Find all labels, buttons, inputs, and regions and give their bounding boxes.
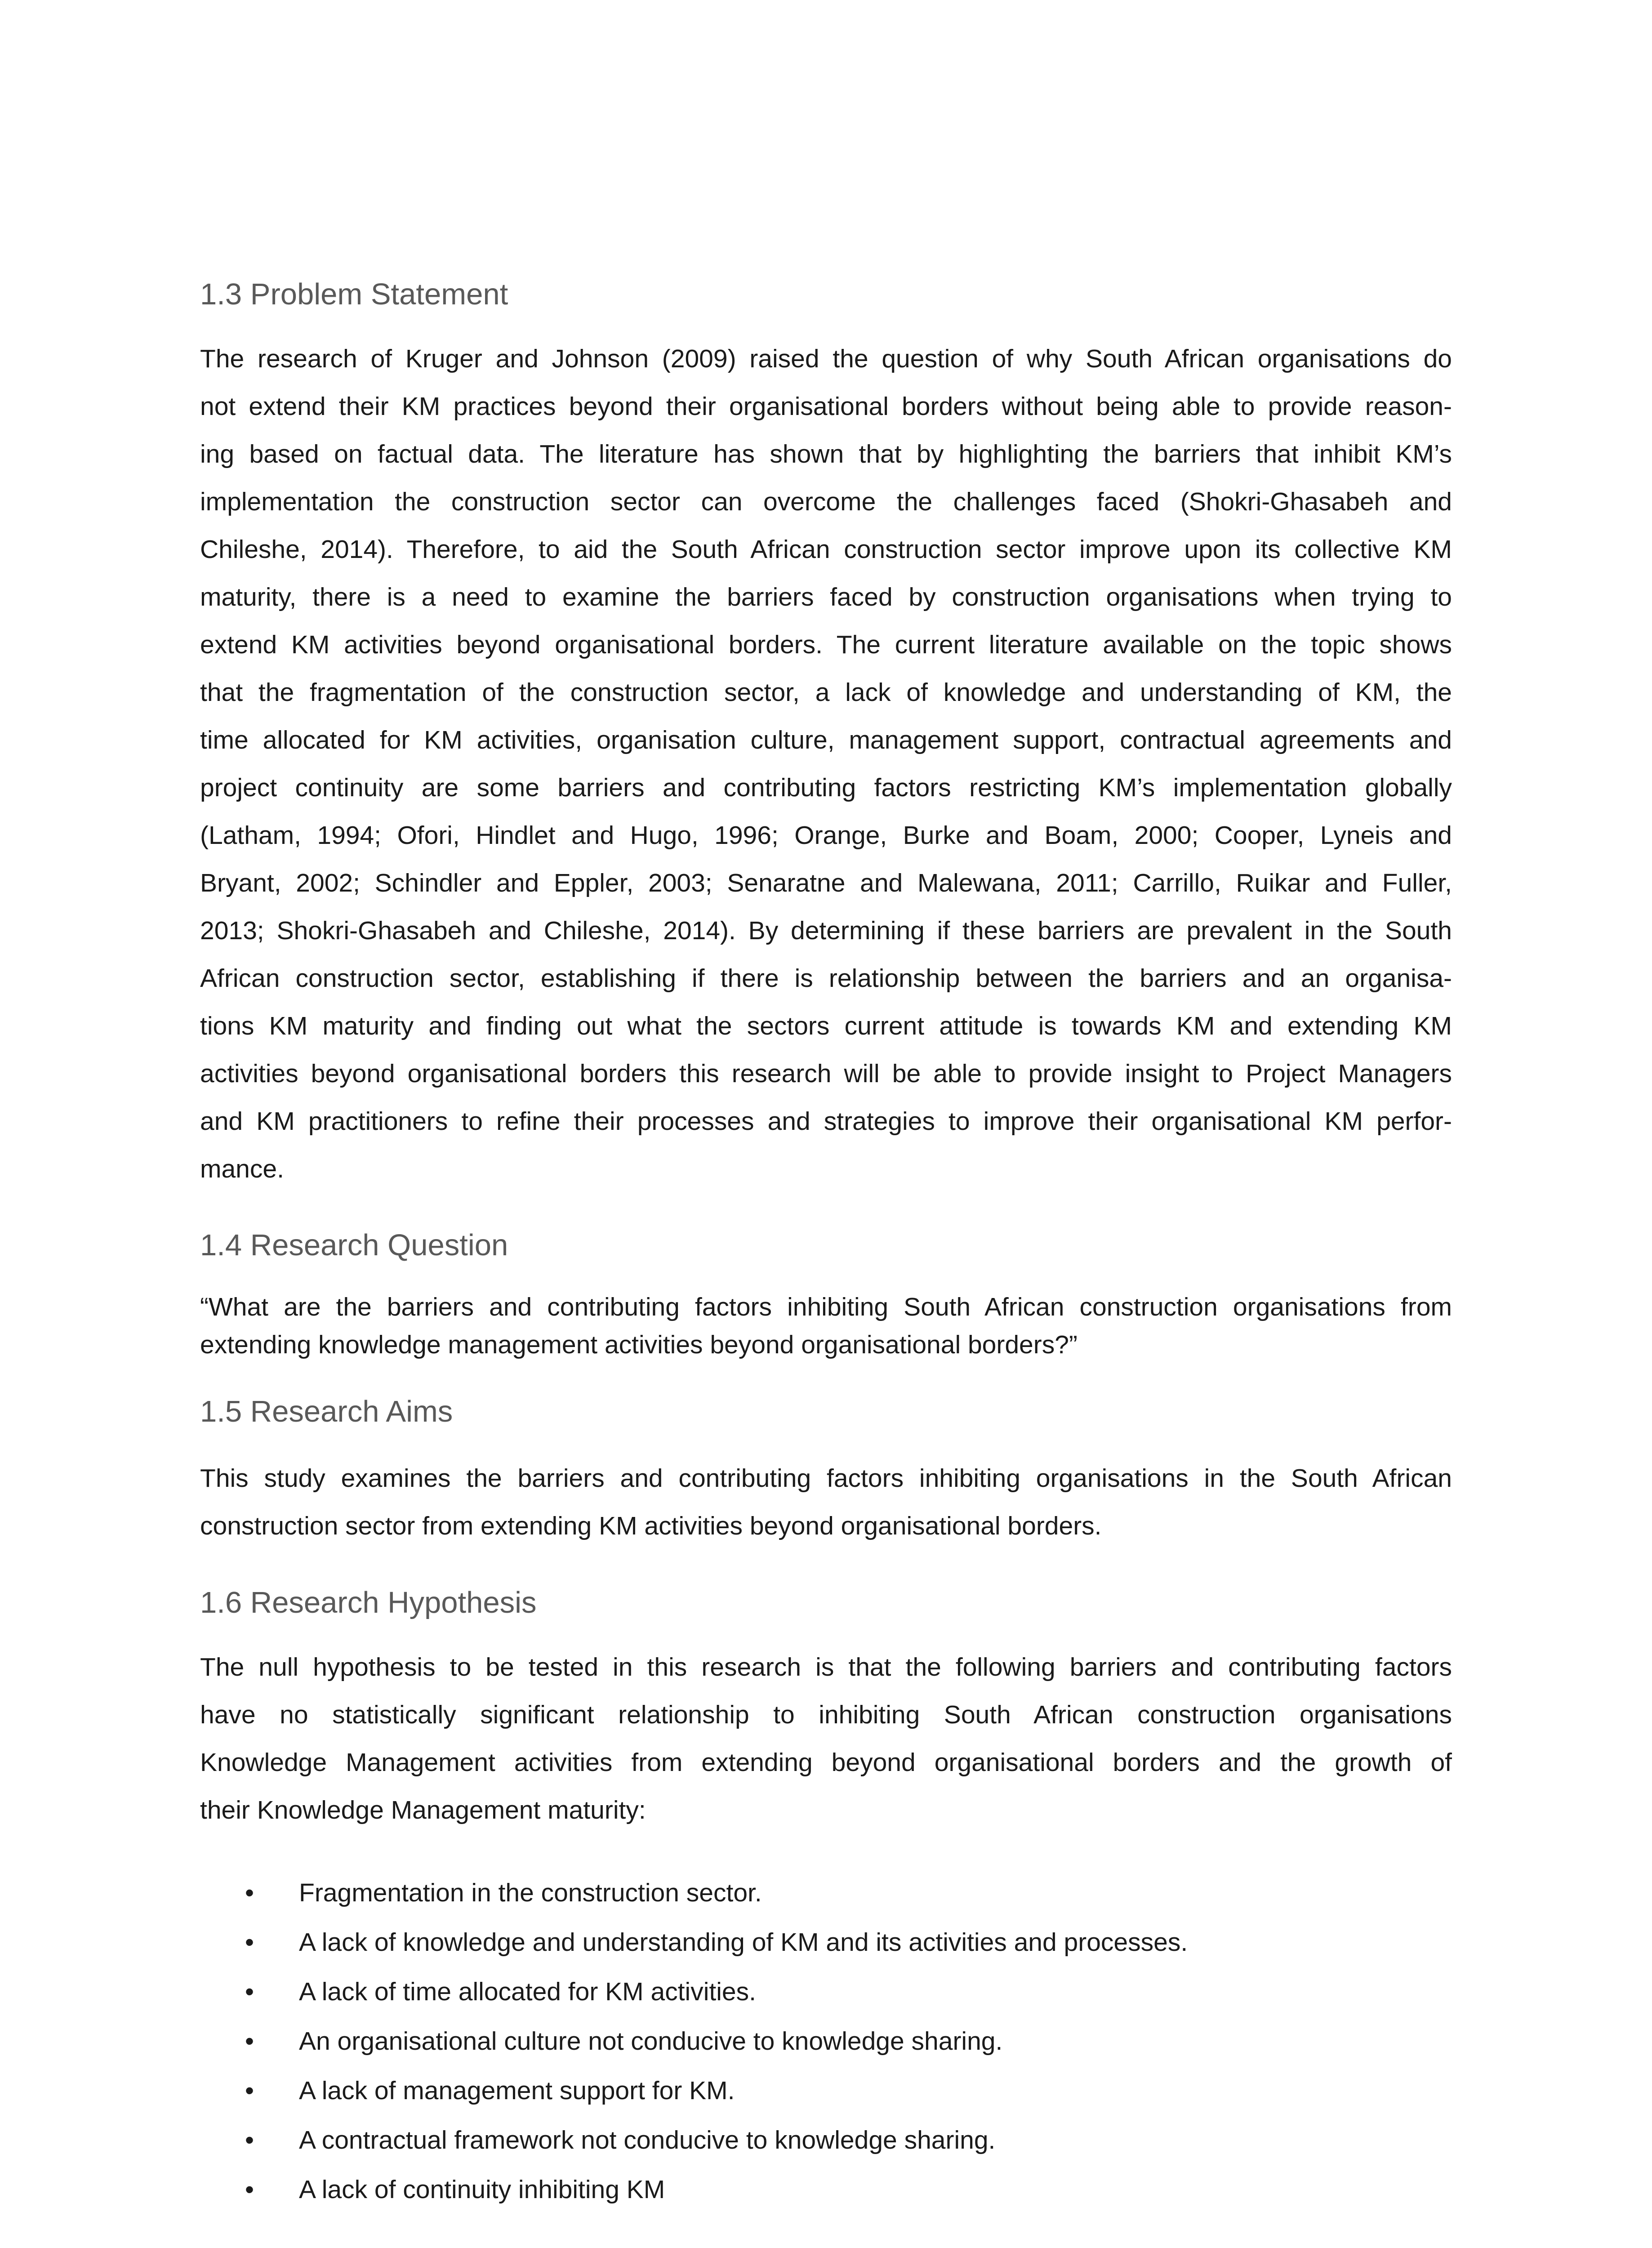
text-line: implementation the construction sector can overcome the challenges faced (Shokri-Ghasabeh and xyxy=(200,487,1452,516)
heading-problem-statement: 1.3 Problem Statement xyxy=(200,277,508,311)
text-line: African construction sector, establishing if there is relationship between the barriers and an organisa- xyxy=(200,964,1452,993)
text-line: that the fragmentation of the construction sector, a lack of knowledge and understanding of KM, the xyxy=(200,678,1452,707)
list-item xyxy=(200,1918,1452,1967)
paragraph-research-aims xyxy=(200,1454,1452,1550)
text-line: and KM practitioners to refine their processes and strategies to improve their organisational KM perfor- xyxy=(200,1107,1452,1136)
text-line: ing based on factual data. The literature has shown that by highlighting the barriers that inhibit KM’s xyxy=(200,440,1452,468)
text-line: (Latham, 1994; Ofori, Hindlet and Hugo, 1996; Orange, Burke and Boam, 2000; Cooper, Lyneis and xyxy=(200,821,1452,850)
section-research-aims xyxy=(200,1394,1452,1430)
paragraph-research-question xyxy=(200,1288,1452,1364)
bullet-icon: • xyxy=(245,2175,254,2204)
paragraph-research-hypothesis xyxy=(200,1643,1452,1834)
list-item xyxy=(200,2016,1452,2066)
list-item xyxy=(200,2165,1452,2214)
list-item-text: Fragmentation in the construction sector. xyxy=(299,1878,762,1907)
bullet-icon: • xyxy=(245,1928,254,1957)
list-item-text: An organisational culture not conducive to knowledge sharing. xyxy=(299,2027,1003,2056)
section-research-question xyxy=(200,1227,1452,1263)
text-line: have no statistically significant relationship to inhibiting South African construction organisations xyxy=(200,1700,1452,1729)
list-item xyxy=(200,2115,1452,2165)
research-hypothesis-text xyxy=(200,1643,1452,1834)
text-line: project continuity are some barriers and contributing factors restricting KM’s implementation globally xyxy=(200,773,1452,802)
text-line: The research of Kruger and Johnson (2009) raised the question of why South African organisations do xyxy=(200,344,1452,373)
list-item xyxy=(200,2066,1452,2115)
research-aims-text xyxy=(200,1454,1452,1550)
text-line: Chileshe, 2014). Therefore, to aid the South African construction sector improve upon its collective KM xyxy=(200,535,1452,564)
text-line: their Knowledge Management maturity: xyxy=(200,1796,646,1824)
heading-research-aims: 1.5 Research Aims xyxy=(200,1395,453,1428)
text-line: not extend their KM practices beyond their organisational borders without being able to provide reason- xyxy=(200,392,1452,421)
text-line: tions KM maturity and finding out what the sectors current attitude is towards KM and extending KM xyxy=(200,1012,1452,1040)
list-item-text: A lack of management support for KM. xyxy=(299,2076,735,2105)
text-line: maturity, there is a need to examine the barriers faced by construction organisations when trying to xyxy=(200,583,1452,611)
bullet-icon: • xyxy=(245,2027,254,2056)
bullet-icon: • xyxy=(245,1977,254,2006)
text-line: mance. xyxy=(200,1155,284,1183)
text-line: The null hypothesis to be tested in this research is that the following barriers and contributing factors xyxy=(200,1653,1452,1682)
text-line: activities beyond organisational borders this research will be able to provide insight to Project Managers xyxy=(200,1059,1452,1088)
paragraph-problem-statement xyxy=(200,335,1452,1193)
section-research-hypothesis xyxy=(200,1585,1452,1621)
list-item-text: A lack of continuity inhibiting KM xyxy=(299,2175,665,2204)
list-item-text: A contractual framework not conducive to knowledge sharing. xyxy=(299,2126,996,2154)
text-line: 2013; Shokri-Ghasabeh and Chileshe, 2014). By determining if these barriers are prevalent in the South xyxy=(200,916,1452,945)
bullet-icon: • xyxy=(245,2076,254,2105)
text-line: “What are the barriers and contributing factors inhibiting South African construction organisations from xyxy=(200,1293,1452,1321)
list-item xyxy=(200,1868,1452,1918)
text-line: Knowledge Management activities from extending beyond organisational borders and the growth of xyxy=(200,1748,1452,1777)
text-line: Bryant, 2002; Schindler and Eppler, 2003; Senaratne and Malewana, 2011; Carrillo, Ruikar and Fuller, xyxy=(200,869,1452,897)
problem-statement-text xyxy=(200,335,1452,1193)
heading-research-question: 1.4 Research Question xyxy=(200,1228,508,1262)
text-line: construction sector from extending KM activities beyond organisational borders. xyxy=(200,1512,1102,1540)
text-line: extend KM activities beyond organisational borders. The current literature available on the topic shows xyxy=(200,630,1452,659)
research-question-text xyxy=(200,1288,1452,1364)
list-item xyxy=(200,1967,1452,2016)
text-line: extending knowledge management activities beyond organisational borders?” xyxy=(200,1330,1078,1359)
bullet-icon: • xyxy=(245,1878,254,1907)
barrier-list xyxy=(200,1868,1452,2214)
bullet-icon: • xyxy=(245,2126,254,2154)
section-problem-statement xyxy=(200,277,1452,312)
list-item-text: A lack of knowledge and understanding of KM and its activities and processes. xyxy=(299,1928,1188,1957)
text-line: time allocated for KM activities, organisation culture, management support, contractual agreements and xyxy=(200,726,1452,754)
list-item-text: A lack of time allocated for KM activities. xyxy=(299,1977,756,2006)
hypothesis-bullet-list xyxy=(200,1868,1452,2214)
text-line: This study examines the barriers and contributing factors inhibiting organisations in the South African xyxy=(200,1464,1452,1493)
heading-research-hypothesis: 1.6 Research Hypothesis xyxy=(200,1586,537,1619)
